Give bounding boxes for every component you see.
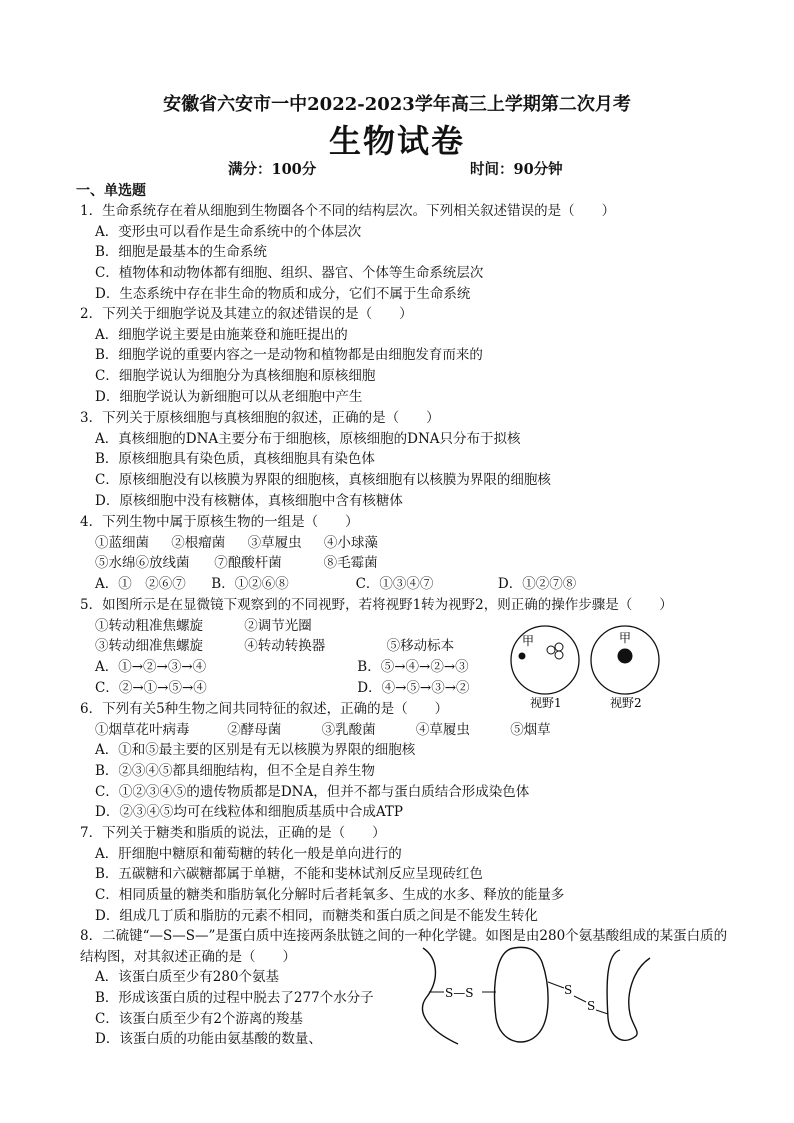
option-d: D．细胞学说认为新细胞可以从老细胞中产生 <box>95 388 363 405</box>
sulfur-atom-label: S <box>587 999 596 1013</box>
question-stem: 2．下列关于细胞学说及其建立的叙述错误的是（ ） <box>80 306 413 322</box>
peptide-chain-3 <box>607 950 650 1040</box>
organism-item: ④小球藻 <box>323 534 378 551</box>
organism-item: ②酵母菌 <box>227 721 282 738</box>
organism-item: ②根瘤菌 <box>171 534 226 551</box>
question-stem: 5．如图所示是在显微镜下观察到的不同视野，若将视野1转为视野2，则正确的操作步骤是（ ） <box>80 597 673 613</box>
protein-structure-figure <box>418 940 668 1050</box>
option-d: D．原核细胞中没有核糖体，真核细胞中含有核糖体 <box>95 492 403 509</box>
view-1-label-jia: 甲 <box>522 634 535 648</box>
option-b: B．细胞学说的重要内容之一是动物和植物都是由细胞发育而来的 <box>95 347 483 364</box>
option-a: A．①和⑤最主要的区别是有无以核膜为界限的细胞核 <box>95 742 416 759</box>
peptide-chain-2 <box>495 947 548 1042</box>
question-7 <box>80 823 740 926</box>
option-b: B．原核细胞具有染色质，真核细胞具有染色体 <box>95 451 375 468</box>
disulfide-bond-label: S—S <box>445 986 474 1000</box>
step-item: ④转动转换器 <box>244 638 326 655</box>
step-item: ①转动粗准焦螺旋 <box>95 617 203 634</box>
organism-list <box>80 720 740 741</box>
organism-item: ⑦酿酸杆菌 <box>214 555 282 572</box>
view-1-caption: 视野1 <box>530 696 562 710</box>
option-c: C．细胞学说认为细胞分为真核细胞和原核细胞 <box>95 368 376 385</box>
view-1-cell <box>547 646 555 654</box>
option-c: C．该蛋白质至少有2个游离的羧基 <box>95 1010 303 1027</box>
option-d: D．该蛋白质的功能由氨基酸的数量、 <box>95 1031 322 1048</box>
question-stem: 1．生命系统存在着从细胞到生物圈各个不同的结构层次。下列相关叙述错误的是（ ） <box>80 203 616 219</box>
option-b: B．①②⑥⑧ <box>211 576 289 593</box>
option-a: A．真核细胞的DNA主要分布于细胞核，原核细胞的DNA只分布于拟核 <box>95 430 521 447</box>
exam-subject: 生物试卷 <box>328 122 465 160</box>
step-item: ⑤移动标本 <box>386 638 455 655</box>
bond-line <box>596 1010 608 1014</box>
organism-item: ⑧毛霉菌 <box>323 555 378 572</box>
option-d: D．④→⑤→③→② <box>357 679 470 696</box>
option-b: B．五碳糖和六碳糖都属于单糖，不能和斐林试剂反应呈现砖红色 <box>95 866 483 883</box>
option-a: A．① ②⑥⑦ <box>95 576 186 593</box>
full-score: 满分：100分 <box>228 161 317 178</box>
option-a: A．变形虫可以看作是生命系统中的个体层次 <box>95 223 362 240</box>
question-stem: 3．下列关于原核细胞与真核细胞的叙述，正确的是（ ） <box>80 410 440 426</box>
option-b: B．②③④⑤都具细胞结构，但不全是自养生物 <box>95 763 375 780</box>
option-a: A．①→②→③→④ <box>95 659 207 676</box>
organism-item: ⑤水绵⑥放线菌 <box>95 555 190 572</box>
option-d: D．①②⑦⑧ <box>497 576 577 593</box>
option-d: D．生态系统中存在非生命的物质和成分，它们不属于生命系统 <box>95 285 471 302</box>
bond-line <box>548 982 564 988</box>
organism-item: ①烟草花叶病毒 <box>95 721 190 738</box>
organism-item: ④草履虫 <box>415 721 470 738</box>
question-stem: 7．下列关于糖类和脂质的说法，正确的是（ ） <box>80 825 386 841</box>
question-3 <box>80 408 740 511</box>
option-b: B．⑤→④→②→③ <box>357 659 469 676</box>
option-b: B．细胞是最基本的生命系统 <box>95 244 267 261</box>
option-c: C．①③④⑦ <box>355 576 434 593</box>
option-c: C．原核细胞没有以核膜为界限的细胞核，真核细胞有以核膜为界限的细胞核 <box>95 472 551 489</box>
section-heading: 一、单选题 <box>76 183 146 199</box>
organism-item: ③乳酸菌 <box>321 721 376 738</box>
question-stem: 6．下列有关5种生物之间共同特征的叙述，正确的是（ ） <box>80 701 449 717</box>
question-stem: 8．二硫键“—S—S—”是蛋白质中连接两条肽链之间的一种化学键。如图是由280个氨基酸组成的某蛋白质的结构图，对其叙述正确的是（ ） <box>80 928 728 965</box>
exam-time: 时间：90分钟 <box>470 161 563 178</box>
option-c: C．②→①→⑤→④ <box>95 679 207 696</box>
question-2 <box>80 304 740 407</box>
organism-item: ⑤烟草 <box>510 721 551 738</box>
question-1 <box>80 201 740 304</box>
option-d: D．②③④⑤均可在线粒体和细胞质基质中合成ATP <box>95 804 403 821</box>
view-1-dot <box>519 653 526 660</box>
organism-item: ③草履虫 <box>247 534 302 551</box>
sulfur-atom-label: S <box>564 983 573 997</box>
view-1-cell <box>555 651 563 659</box>
question-stem: 4．下列生物中属于原核生物的一组是（ ） <box>80 514 359 530</box>
view-1-cell <box>555 643 563 651</box>
step-item: ③转动细准焦螺旋 <box>95 638 203 655</box>
organism-list-2 <box>80 553 740 574</box>
organism-item: ①蓝细菌 <box>95 534 149 551</box>
option-a: A．该蛋白质至少有280个氨基 <box>95 969 280 986</box>
view-2-caption: 视野2 <box>610 696 642 710</box>
exam-title: 安徽省六安市一中2022-2023学年高三上学期第二次月考 <box>163 94 631 115</box>
view-2-dot <box>618 649 633 664</box>
option-c: C．①②③④⑤的遗传物质都是DNA，但并不都与蛋白质结合形成染色体 <box>95 783 530 800</box>
organism-list-1 <box>80 533 740 554</box>
option-row <box>80 574 740 595</box>
question-4 <box>80 512 740 595</box>
option-b: B．形成该蛋白质的过程中脱去了277个水分子 <box>95 990 374 1007</box>
question-6 <box>80 699 740 823</box>
option-c: C．植物体和动物体都有细胞、组织、器官、个体等生命系统层次 <box>95 265 484 282</box>
bond-line <box>574 996 586 1002</box>
option-a: A．细胞学说主要是由施莱登和施旺提出的 <box>95 326 348 343</box>
option-d: D．组成几丁质和脂肪的元素不相同，而糖类和蛋白质之间是不能发生转化 <box>95 907 538 924</box>
option-a: A．肝细胞中糖原和葡萄糖的转化一般是单向进行的 <box>95 845 402 862</box>
step-item: ②调节光圈 <box>244 617 312 634</box>
view-2-label-jia: 甲 <box>619 631 632 645</box>
option-c: C．相同质量的糖类和脂肪氧化分解时后者耗氧多、生成的水多、释放的能量多 <box>95 887 565 904</box>
